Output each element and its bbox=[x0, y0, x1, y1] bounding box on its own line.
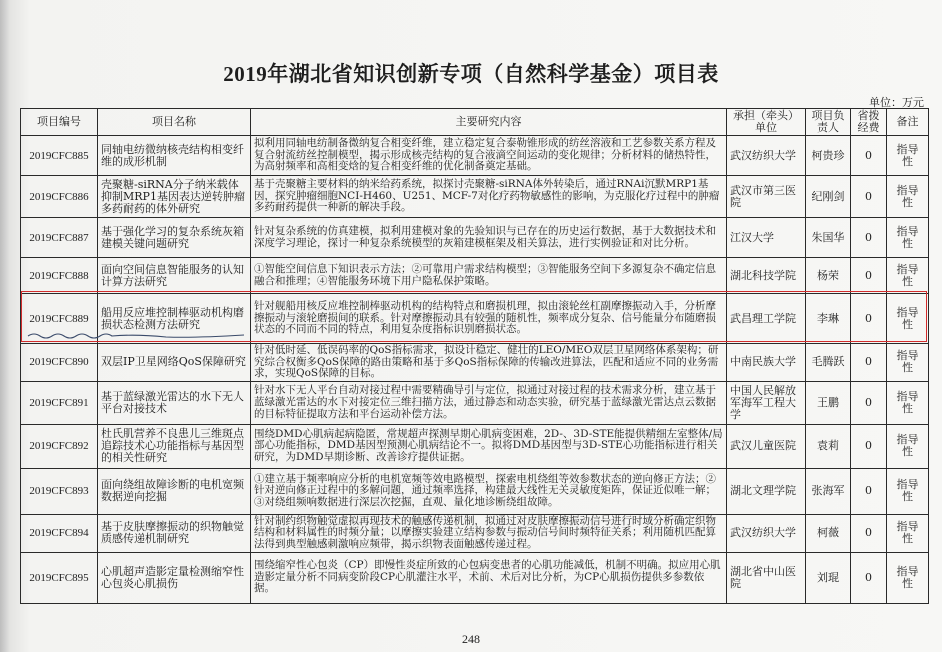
header-project-id: 项目编号 bbox=[21, 109, 98, 136]
header-project-name: 项目名称 bbox=[98, 109, 251, 136]
table-row bbox=[21, 136, 929, 176]
research-content-cell: 针对复杂系统的仿真建模，拟利用建模对象的先验知识与已存在的历史运行数据，基于大数据技术和深度学习理论，探讨一种复杂系统模型的灰箱建模框架及相关算法，进行实例验证和对比分析。 bbox=[251, 218, 727, 258]
table-row bbox=[21, 176, 929, 218]
header-row bbox=[21, 109, 929, 136]
remark-cell: 指导性 bbox=[887, 258, 929, 294]
project-leader-cell: 纪刚剑 bbox=[806, 176, 851, 218]
research-content-cell: 拟利用同轴电纺制备微纳复合相变纤维，建立稳定复合泰勒锥形成的纺丝溶液和工艺参数关系方程及复合射流纺丝控制模型，揭示形成核壳结构的复合液滴空间运动的变化规律；分析材料的储热特性，为高射频率和高相变焓的复合相变纤维的优化制备奠定基础。 bbox=[251, 136, 727, 176]
provincial-funding-cell: 0 bbox=[851, 218, 887, 258]
remark-cell: 指导性 bbox=[887, 136, 929, 176]
research-content-cell: 围绕缩窄性心包炎（CP）即慢性炎症所致的心包病变患者的心肌功能减低，机制不明确。拟应用心肌造影定量分析不同病变阶段CP心肌灌注水平，术前、术后对比分析，为CP心肌损伤提供多参数依据。 bbox=[251, 552, 727, 603]
remark-cell: 指导性 bbox=[887, 552, 929, 603]
project-name-cell: 基于强化学习的复杂系统灰箱建模关键问题研究 bbox=[98, 218, 251, 258]
project-leader-cell: 王鹏 bbox=[806, 381, 851, 424]
research-content-cell: 针对水下无人平台自动对接过程中需要精确导引与定位，拟通过对接过程的技术需求分析，建立基于蓝绿激光雷达的水下对接定位三维扫描方法，通过静态和动态实验，研究基于蓝绿激光雷达点云数据的目标特征提取方法和平台运动补偿方法。 bbox=[251, 381, 727, 424]
table-row bbox=[21, 294, 929, 344]
research-content-cell: 针对舰船用核反应堆控制棒驱动机构的结构特点和磨损机理，拟由滚轮丝杠副摩擦振动入手，分析摩擦振动与滚轮磨损间的联系。针对摩擦振动具有较强的随机性，频率成分复杂、信号能量分布随磨损状态的不同而不同的特点，利用复杂度指标识别磨损状态。 bbox=[251, 294, 727, 344]
remark-cell: 指导性 bbox=[887, 424, 929, 468]
table-body bbox=[21, 136, 929, 604]
project-leader-cell: 张海军 bbox=[806, 468, 851, 514]
project-leader-cell: 袁莉 bbox=[806, 424, 851, 468]
project-id-cell: 2019CFC885 bbox=[21, 136, 98, 176]
project-id-cell: 2019CFC895 bbox=[21, 552, 98, 603]
document-title: 2019年湖北省知识创新专项（自然科学基金）项目表 bbox=[223, 62, 719, 86]
provincial-funding-cell: 0 bbox=[851, 136, 887, 176]
project-id-cell: 2019CFC890 bbox=[21, 344, 98, 382]
project-id-cell: 2019CFC889 bbox=[21, 294, 98, 344]
remark-cell: 指导性 bbox=[887, 468, 929, 514]
project-id-cell: 2019CFC887 bbox=[21, 218, 98, 258]
lead-unit-cell: 武汉儿童医院 bbox=[727, 424, 806, 468]
provincial-funding-cell: 0 bbox=[851, 258, 887, 294]
lead-unit-cell: 武昌理工学院 bbox=[727, 294, 806, 344]
project-name-cell: 壳聚糖-siRNA分子纳米载体抑制MRP1基因表达逆转肿瘤多药耐药的体外研究 bbox=[98, 176, 251, 218]
research-content-cell: ①智能空间信息下知识表示方法；②可靠用户需求结构模型；③智能服务空间下多源复杂不确定信息融合和推理；④智能服务环境下用户隐私保护策略。 bbox=[251, 258, 727, 294]
table-row bbox=[21, 514, 929, 552]
project-leader-cell: 杨荣 bbox=[806, 258, 851, 294]
table-row bbox=[21, 381, 929, 424]
provincial-funding-cell: 0 bbox=[851, 552, 887, 603]
research-content-cell: ①建立基于频率响应分析的电机宽频等效电路模型，探索电机绕组等效参数状态的逆向修正方法；②针对逆向修正过程中的多解问题，通过频率选择，构建最大线性无关灵敏度矩阵，保证近似唯一解；③对绕组频响数据进行深层次挖掘，直观、量化地诊断绕组故障。 bbox=[251, 468, 727, 514]
lead-unit-cell: 中国人民解放军海军工程大学 bbox=[727, 381, 806, 424]
table-header bbox=[21, 109, 929, 136]
project-leader-cell: 李琳 bbox=[806, 294, 851, 344]
project-leader-cell: 柯贵珍 bbox=[806, 136, 851, 176]
provincial-funding-cell: 0 bbox=[851, 176, 887, 218]
lead-unit-cell: 湖北省中山医院 bbox=[727, 552, 806, 603]
project-id-cell: 2019CFC891 bbox=[21, 381, 98, 424]
project-name-cell: 船用反应堆控制棒驱动机构磨损状态检测方法研究 bbox=[98, 294, 251, 344]
provincial-funding-cell: 0 bbox=[851, 468, 887, 514]
project-name-cell: 面向空间信息智能服务的认知计算方法研究 bbox=[98, 258, 251, 294]
project-id-cell: 2019CFC886 bbox=[21, 176, 98, 218]
project-leader-cell: 朱国华 bbox=[806, 218, 851, 258]
header-provincial-funding: 省拨经费 bbox=[851, 109, 887, 136]
page-number: 248 bbox=[462, 632, 480, 646]
remark-cell: 指导性 bbox=[887, 218, 929, 258]
research-content-cell: 针对低时延、低误码率的QoS指标需求，拟设计稳定、健壮的LEO/MEO双层卫星网络体系架构；研究综合权衡多QoS保障的路由策略和基于多QoS指标保障的传输改进算法，匹配和适应不同的业务需求，实现QoS保障的目标。 bbox=[251, 344, 727, 382]
table-row bbox=[21, 344, 929, 382]
research-content-cell: 基于壳聚糖主要材料的纳米给药系统，拟探讨壳聚糖-siRNA体外转染后，通过RNAi沉默MRP1基因，探究肿瘤细胞NCI-H460、U251、MCF-7对化疗药物敏感性的影响，为克服化疗过程中的肿瘤多药耐药提供一种新的解决手段。 bbox=[251, 176, 727, 218]
project-leader-cell: 柯薇 bbox=[806, 514, 851, 552]
currency-unit-label: 单位：万元 bbox=[869, 97, 924, 109]
header-remark: 备注 bbox=[887, 109, 929, 136]
provincial-funding-cell: 0 bbox=[851, 424, 887, 468]
project-name-cell: 双层IP卫星网络QoS保障研究 bbox=[98, 344, 251, 382]
project-id-cell: 2019CFC892 bbox=[21, 424, 98, 468]
project-id-cell: 2019CFC894 bbox=[21, 514, 98, 552]
remark-cell: 指导性 bbox=[887, 514, 929, 552]
research-content-cell: 围绕DMD心肌病起病隐匿，常规超声探测早期心肌病变困难，2D-、3D-STE能提供精细左室整体/局部心功能指标，DMD基因型预测心肌病结论不一。拟将DMD基因型与3D-STE心功能指标进行相关研究，为DMD早期诊断、改善诊疗提供证据。 bbox=[251, 424, 727, 468]
header-research-content: 主要研究内容 bbox=[251, 109, 727, 136]
project-leader-cell: 毛腾跃 bbox=[806, 344, 851, 382]
lead-unit-cell: 中南民族大学 bbox=[727, 344, 806, 382]
project-name-cell: 基于蓝绿激光雷达的水下无人平台对接技术 bbox=[98, 381, 251, 424]
lead-unit-cell: 武汉纺织大学 bbox=[727, 136, 806, 176]
project-id-cell: 2019CFC888 bbox=[21, 258, 98, 294]
header-project-leader: 项目负责人 bbox=[806, 109, 851, 136]
table-row bbox=[21, 424, 929, 468]
provincial-funding-cell: 0 bbox=[851, 344, 887, 382]
provincial-funding-cell: 0 bbox=[851, 294, 887, 344]
project-name-cell: 基于皮肤摩擦振动的织物触觉质感传递机制研究 bbox=[98, 514, 251, 552]
table-row bbox=[21, 468, 929, 514]
lead-unit-cell: 湖北文理学院 bbox=[727, 468, 806, 514]
table-row bbox=[21, 258, 929, 294]
project-name-cell: 心肌超声造影定量检测缩窄性心包炎心肌损伤 bbox=[98, 552, 251, 603]
table-row bbox=[21, 552, 929, 603]
lead-unit-cell: 武汉市第三医院 bbox=[727, 176, 806, 218]
project-table bbox=[20, 108, 929, 604]
provincial-funding-cell: 0 bbox=[851, 381, 887, 424]
lead-unit-cell: 武汉纺织大学 bbox=[727, 514, 806, 552]
project-name-cell: 同轴电纺微纳核壳结构相变纤维的成形机制 bbox=[98, 136, 251, 176]
provincial-funding-cell: 0 bbox=[851, 514, 887, 552]
project-name-cell: 面向绕组故障诊断的电机宽频数据逆向挖掘 bbox=[98, 468, 251, 514]
project-leader-cell: 刘琨 bbox=[806, 552, 851, 603]
remark-cell: 指导性 bbox=[887, 381, 929, 424]
research-content-cell: 针对制约织物触觉虚拟再现技术的触感传递机制，拟通过对皮肤摩擦振动信号进行时域分析确定织物结构和材料属性的时频分量；以摩擦实验建立结构参数与振动信号间时频特征关系；利用随机匹配算法得到典型触感刺激响应频带，揭示织物表面触感传递过程。 bbox=[251, 514, 727, 552]
lead-unit-cell: 湖北科技学院 bbox=[727, 258, 806, 294]
header-lead-unit: 承担（牵头）单位 bbox=[727, 109, 806, 136]
table-row bbox=[21, 218, 929, 258]
remark-cell: 指导性 bbox=[887, 344, 929, 382]
remark-cell: 指导性 bbox=[887, 176, 929, 218]
project-name-cell: 杜氏肌营养不良患儿三维斑点追踪技术心功能指标与基因型的相关性研究 bbox=[98, 424, 251, 468]
lead-unit-cell: 江汉大学 bbox=[727, 218, 806, 258]
project-id-cell: 2019CFC893 bbox=[21, 468, 98, 514]
remark-cell: 指导性 bbox=[887, 294, 929, 344]
